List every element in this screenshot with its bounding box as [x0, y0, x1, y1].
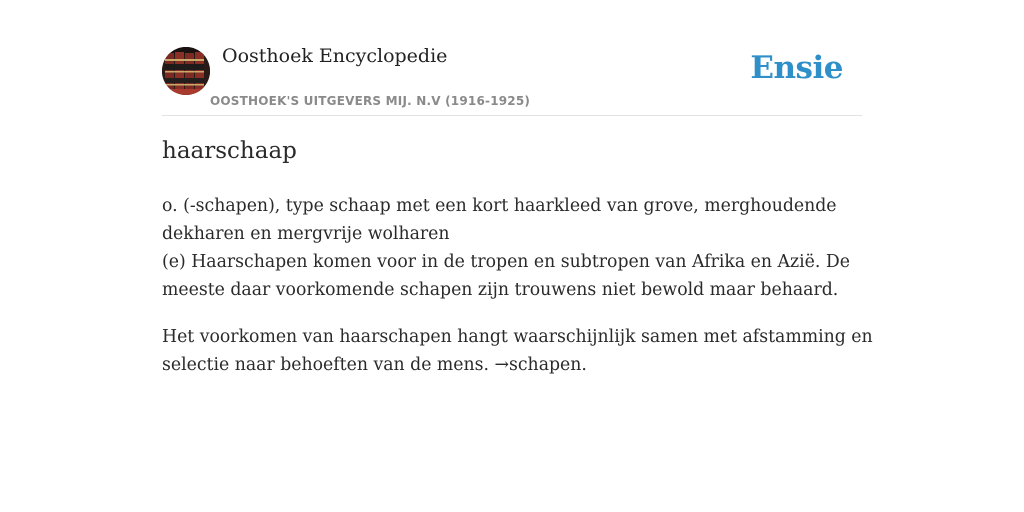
publisher-label: OOSTHOEK'S UITGEVERS MIJ. N.V (1916-1925) [210, 94, 531, 108]
paragraph-line: meeste daar voorkomende schapen zijn trouwens niet bewold maar behaard. [162, 280, 839, 300]
paragraph-line: o. (-schapen), type schaap met een kort haarkleed van grove, merghoudende [162, 196, 837, 216]
content-container [162, 0, 873, 375]
paragraph-line: Het voorkomen van haarschapen hangt waarschijnlijk samen met afstamming en [162, 327, 873, 347]
cross-reference-link[interactable]: →schapen. [494, 355, 587, 375]
entry-paragraph-2 [162, 323, 873, 379]
paragraph-line-with-link [162, 351, 862, 379]
book-title-link[interactable]: Oosthoek Encyclopedie [222, 45, 448, 67]
paragraph-line: dekharen en mergvrije wolharen [162, 224, 450, 244]
entry-body [162, 192, 873, 398]
book-spines-icon [162, 47, 210, 95]
header [162, 0, 862, 116]
book-cover-avatar[interactable] [162, 47, 210, 95]
paragraph-text: selectie naar behoeften van de mens. [162, 355, 495, 375]
ensie-logo[interactable]: Ensie [750, 50, 843, 86]
paragraph-line: (e) Haarschapen komen voor in de tropen en subtropen van Afrika en Azië. De [162, 252, 850, 272]
entry-paragraph-1 [162, 192, 862, 304]
entry-title: haarschaap [162, 138, 297, 164]
